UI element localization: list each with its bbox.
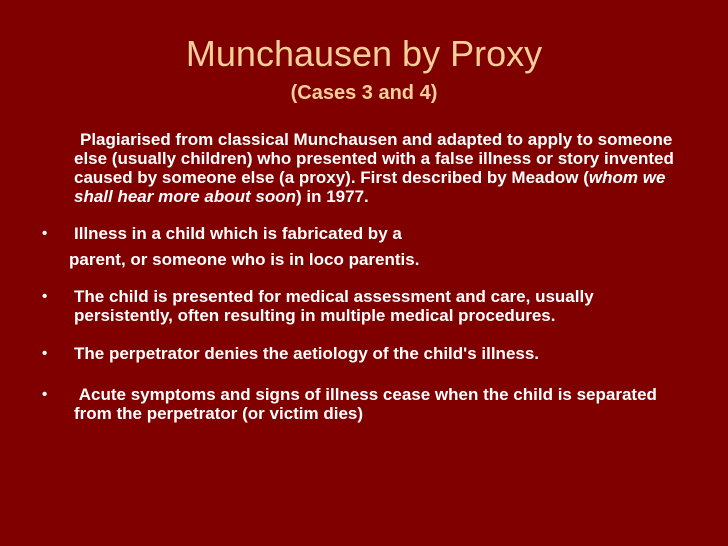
slide-title bbox=[0, 34, 728, 74]
slide-subtitle: (Cases 3 and 4) bbox=[290, 82, 438, 104]
intro-text-before: Plagiarised from classical Munchausen and adapted to apply to someone else (usually children) who presented with a false illness or story invented caused by someone else (a proxy). First described by Meadow ( bbox=[74, 130, 674, 187]
bullet-icon: • bbox=[42, 288, 48, 305]
continuation-text: parent, or someone who is in loco parentis. bbox=[69, 250, 420, 269]
intro-paragraph bbox=[74, 130, 694, 206]
bullet-text: The child is presented for medical assessment and care, usually persistently, often resulting in multiple medical procedures. bbox=[74, 287, 594, 325]
bullet-text: Acute symptoms and signs of illness cease when the child is separated from the perpetrator (or victim dies) bbox=[74, 385, 662, 423]
bullet-icon: • bbox=[42, 345, 48, 362]
bullet-text: Illness in a child which is fabricated by a bbox=[74, 224, 402, 243]
slide-title-text: Munchausen by Proxy bbox=[185, 33, 543, 74]
intro-text-after: ) in 1977. bbox=[296, 187, 369, 206]
bullet-text: The perpetrator denies the aetiology of the child's illness. bbox=[74, 344, 540, 363]
intro-emphasis: whom we shall hear more about soon bbox=[74, 168, 666, 206]
bullet-icon: • bbox=[42, 386, 48, 403]
bullet-icon: • bbox=[42, 225, 48, 242]
